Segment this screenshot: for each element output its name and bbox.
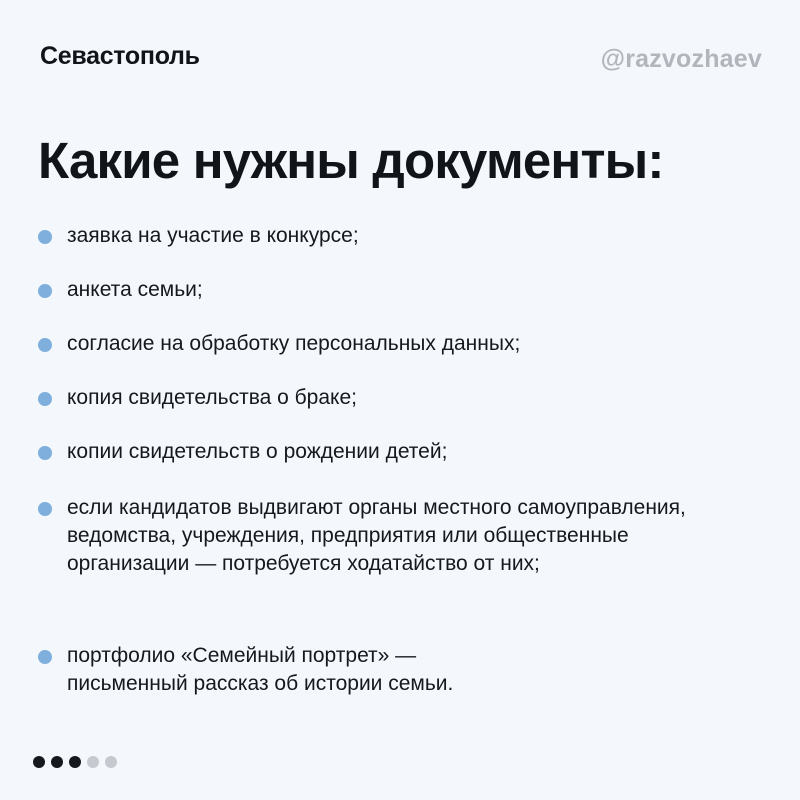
bullet-icon <box>38 650 52 664</box>
list-item <box>38 494 718 578</box>
city-label: Севастополь <box>40 42 200 70</box>
list-item <box>38 642 508 698</box>
list-item-text: если кандидатов выдвигают органы местного самоуправления, ведомства, учреждения, предприятия или общественные организации — потребуется ходатайство от них; <box>67 496 686 575</box>
list-item-text: анкета семьи; <box>67 278 203 301</box>
bullet-icon <box>38 338 52 352</box>
list-item <box>38 222 762 250</box>
list-item <box>38 438 762 466</box>
list-item-text: копии свидетельств о рождении детей; <box>67 440 448 463</box>
list-item-text: заявка на участие в конкурсе; <box>67 224 359 247</box>
pagination-dot <box>105 756 117 768</box>
list-item <box>38 384 762 412</box>
bullet-icon <box>38 446 52 460</box>
page-title: Какие нужны документы: <box>38 132 664 189</box>
pagination-dot-active <box>69 756 81 768</box>
bullet-icon <box>38 284 52 298</box>
list-item <box>38 330 762 358</box>
author-handle: @razvozhaev <box>600 45 762 73</box>
bullet-icon <box>38 502 52 516</box>
bullet-icon <box>38 392 52 406</box>
list-item <box>38 276 762 304</box>
list-item-text: копия свидетельства о браке; <box>67 386 357 409</box>
pagination-dot-active <box>33 756 45 768</box>
pagination-dot <box>87 756 99 768</box>
bullet-icon <box>38 230 52 244</box>
list-item-text: согласие на обработку персональных данных; <box>67 332 521 355</box>
pagination-dot-active <box>51 756 63 768</box>
list-item-text: портфолио «Семейный портрет» — письменный рассказ об истории семьи. <box>67 644 454 695</box>
